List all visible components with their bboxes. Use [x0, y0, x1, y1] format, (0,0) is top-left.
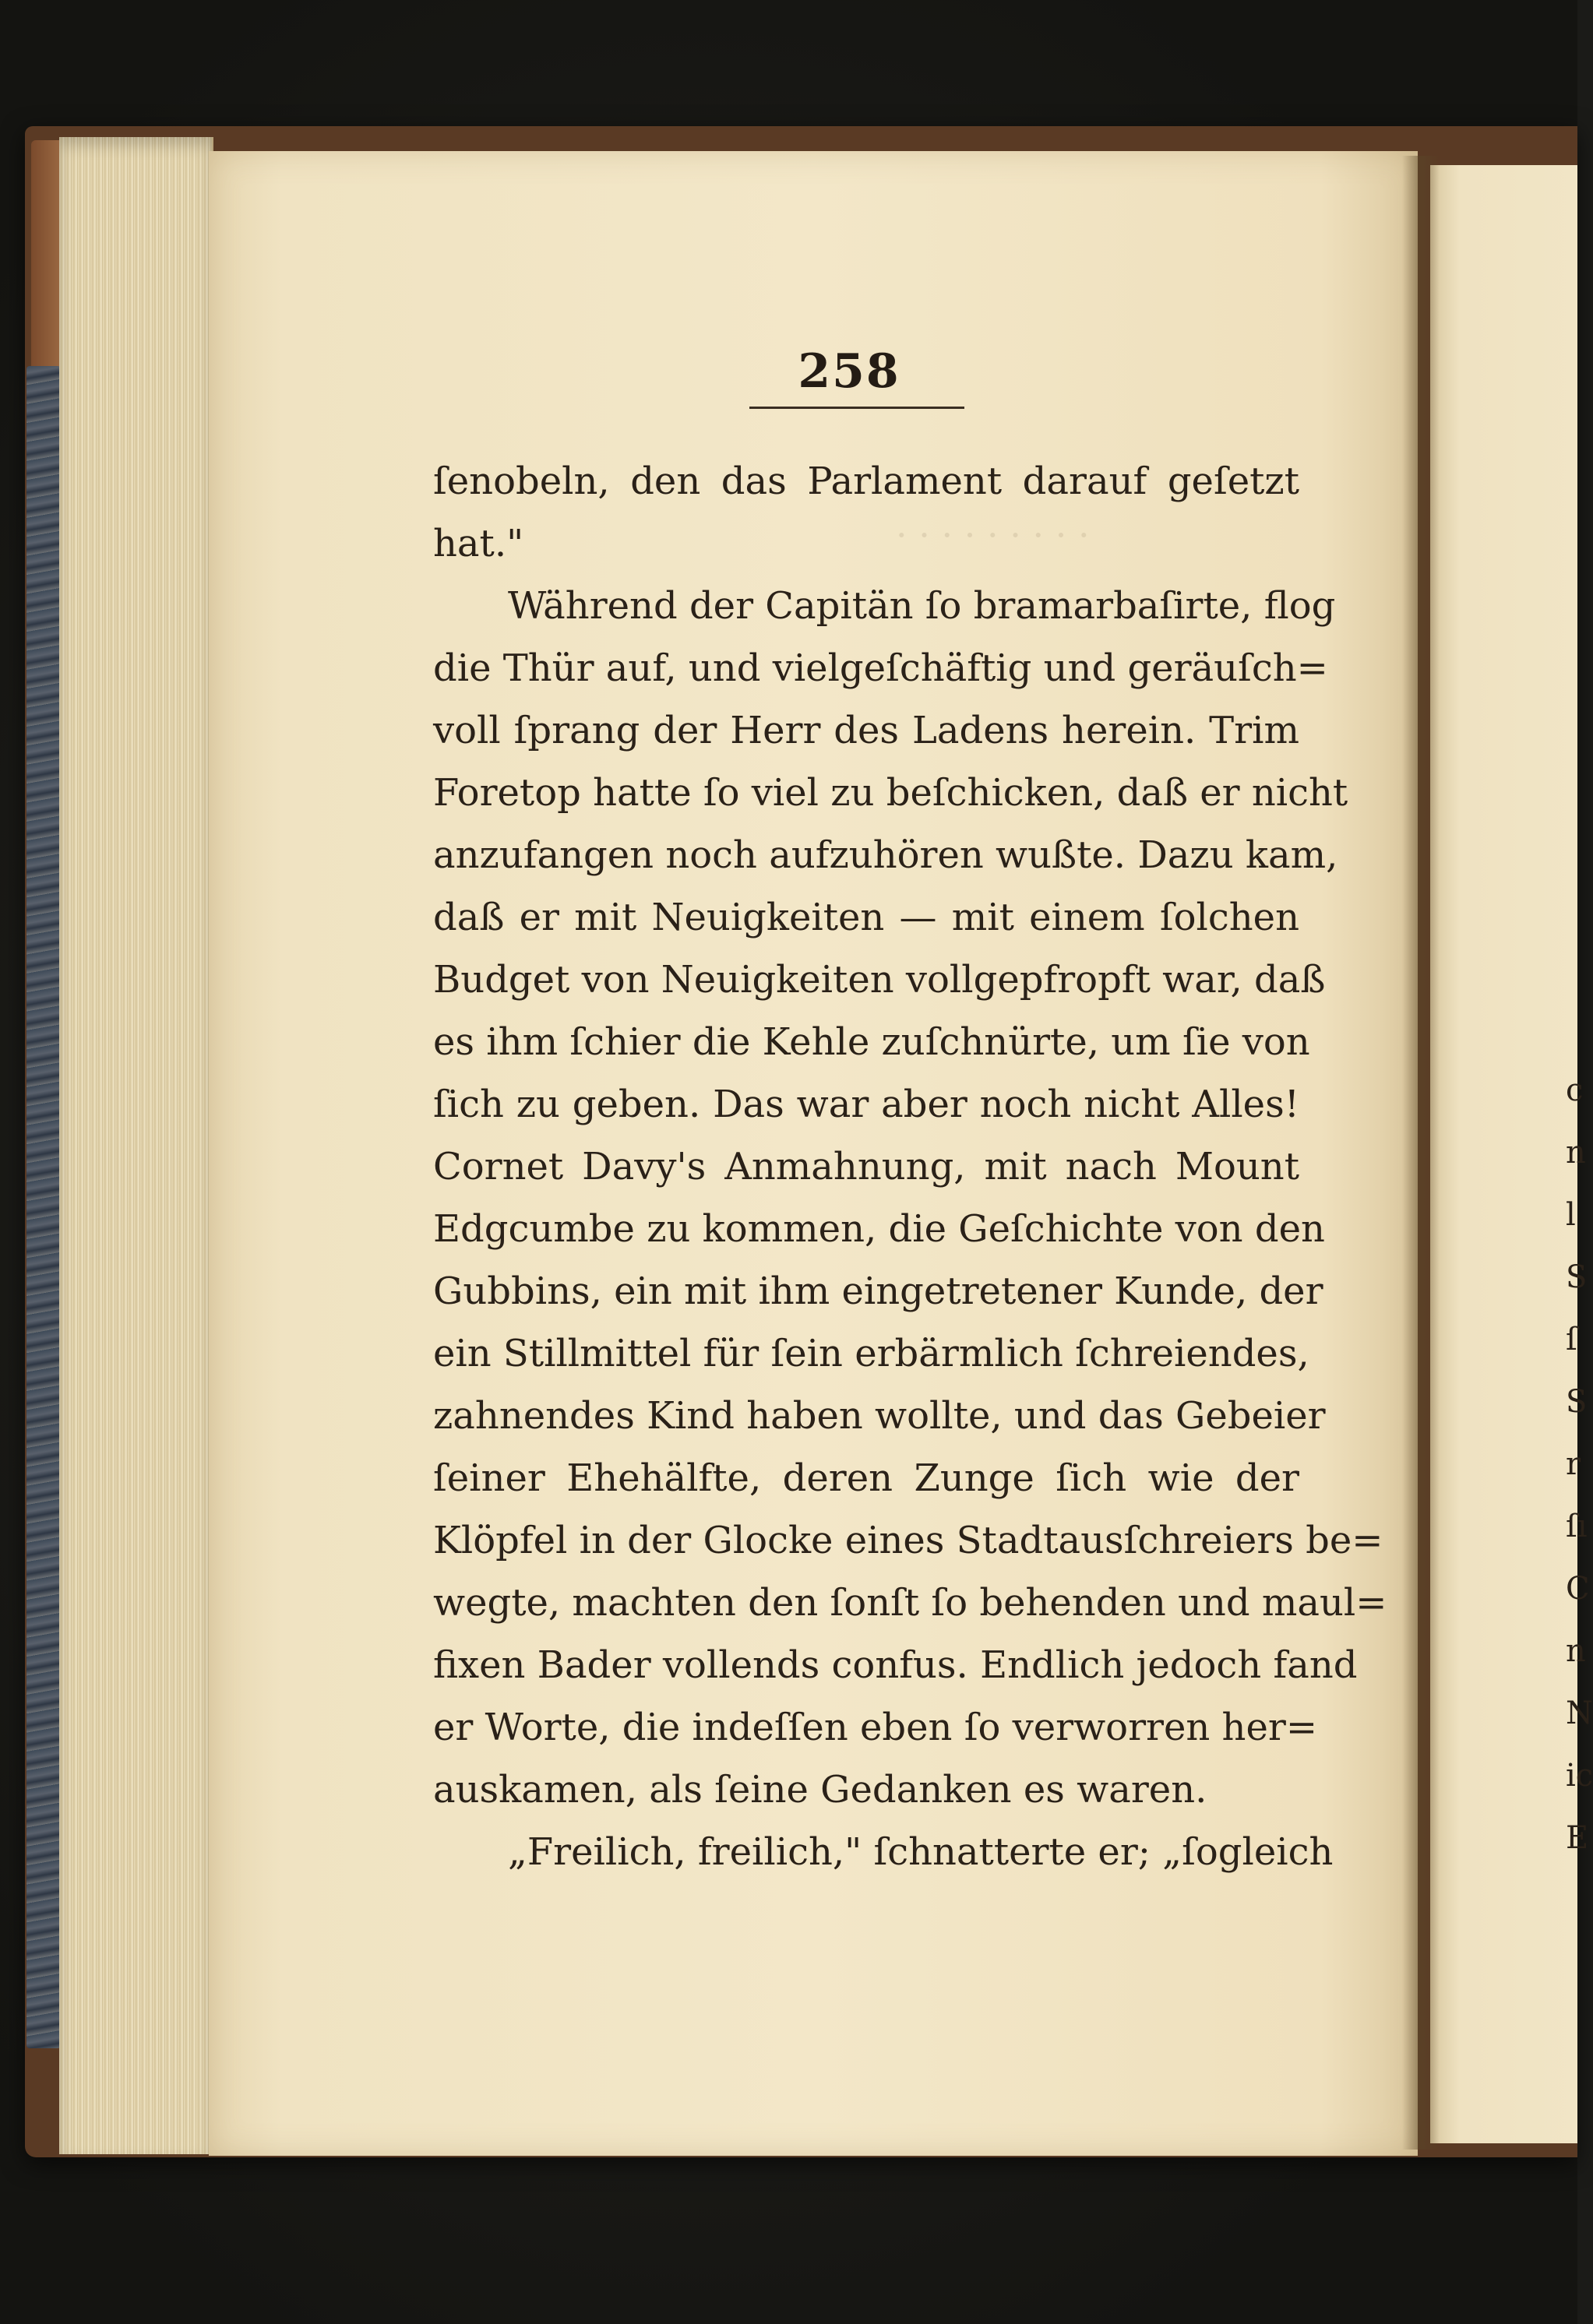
text-line: ſich zu geben. Das war aber noch nicht Alles!: [433, 1083, 1299, 1126]
text-line: Budget von Neuigkeiten vollgepfropft war, daß: [433, 958, 1326, 1002]
text-line: Klöpfel in der Glocke eines Stadtausſchreiers be=: [433, 1519, 1383, 1562]
right-page-fragment: ſ: [1566, 1322, 1577, 1357]
bleed-through-text: · · · · · · · · ·: [896, 514, 1090, 556]
right-page-fragment: n: [1566, 1135, 1586, 1171]
text-line: ſeiner Ehehälfte, deren Zunge ſich wie der: [433, 1456, 1299, 1500]
text-line: fixen Bader vollends confus. Endlich jedoch fand: [433, 1643, 1358, 1687]
book-gutter: [1402, 156, 1440, 2150]
text-line: ſenobeln, den das Parlament darauf geſetzt: [433, 460, 1299, 503]
text-line: es ihm ſchier die Kehle zuſchnürte, um ſie von: [433, 1020, 1310, 1064]
text-line: anzufangen noch aufzuhören wußte. Dazu kam,: [433, 833, 1338, 877]
right-page-fragment: ſı: [1566, 1509, 1588, 1544]
book-cover-marbling: [26, 366, 61, 2048]
right-page-fragment: S: [1566, 1259, 1588, 1295]
text-line: zahnendes Kind haben wollte, und das Gebeier: [433, 1394, 1326, 1438]
text-line: hat.": [433, 522, 524, 565]
book-spine-leather: [31, 140, 62, 374]
text-line: Edgcumbe zu kommen, die Geſchichte von den: [433, 1207, 1325, 1251]
right-page-fragment: l: [1566, 1197, 1576, 1233]
text-line: Während der Capitän ſo bramarbaſirte, flog: [508, 584, 1336, 628]
page-edges: [59, 137, 213, 2154]
page-number: 258: [798, 344, 900, 399]
text-line: wegte, machten den ſonſt ſo behenden und maul=: [433, 1581, 1387, 1625]
text-line: auskamen, als ſeine Gedanken es waren.: [433, 1768, 1207, 1812]
right-page-text-fragments: [1566, 1059, 1593, 1869]
text-line: daß er mit Neuigkeiten — mit einem ſolchen: [433, 896, 1299, 939]
right-page-fragment: r: [1566, 1446, 1581, 1482]
right-page-fragment: N: [1566, 1695, 1593, 1731]
text-line: er Worte, die indeſſen eben ſo verworren her=: [433, 1706, 1318, 1749]
text-line: die Thür auf, und vielgeſchäftig und geräuſch=: [433, 646, 1328, 690]
right-page-fragment: E: [1566, 1820, 1589, 1856]
right-page-fragment: n: [1566, 1633, 1586, 1669]
right-page-fragment: ic: [1566, 1758, 1593, 1794]
text-line: Cornet Davy's Anmahnung, mit nach Mount: [433, 1145, 1299, 1188]
right-page-fragment: c: [1566, 1072, 1584, 1108]
right-page-fragment: C: [1566, 1571, 1590, 1607]
right-page-fragment: S: [1566, 1384, 1588, 1420]
text-line: „Freilich, freilich," ſchnatterte er; „ſogleich: [508, 1830, 1334, 1874]
text-line: ein Stillmittel für ſein erbärmlich ſchreiendes,: [433, 1332, 1309, 1375]
page-number-rule: [749, 407, 964, 409]
text-line: Foretop hatte ſo viel zu beſchicken, daß er nicht: [433, 771, 1348, 815]
page-text: [433, 450, 1387, 1883]
text-line: Gubbins, ein mit ihm eingetretener Kunde, der: [433, 1269, 1323, 1313]
text-line: voll ſprang der Herr des Ladens herein. Trim: [433, 709, 1299, 752]
